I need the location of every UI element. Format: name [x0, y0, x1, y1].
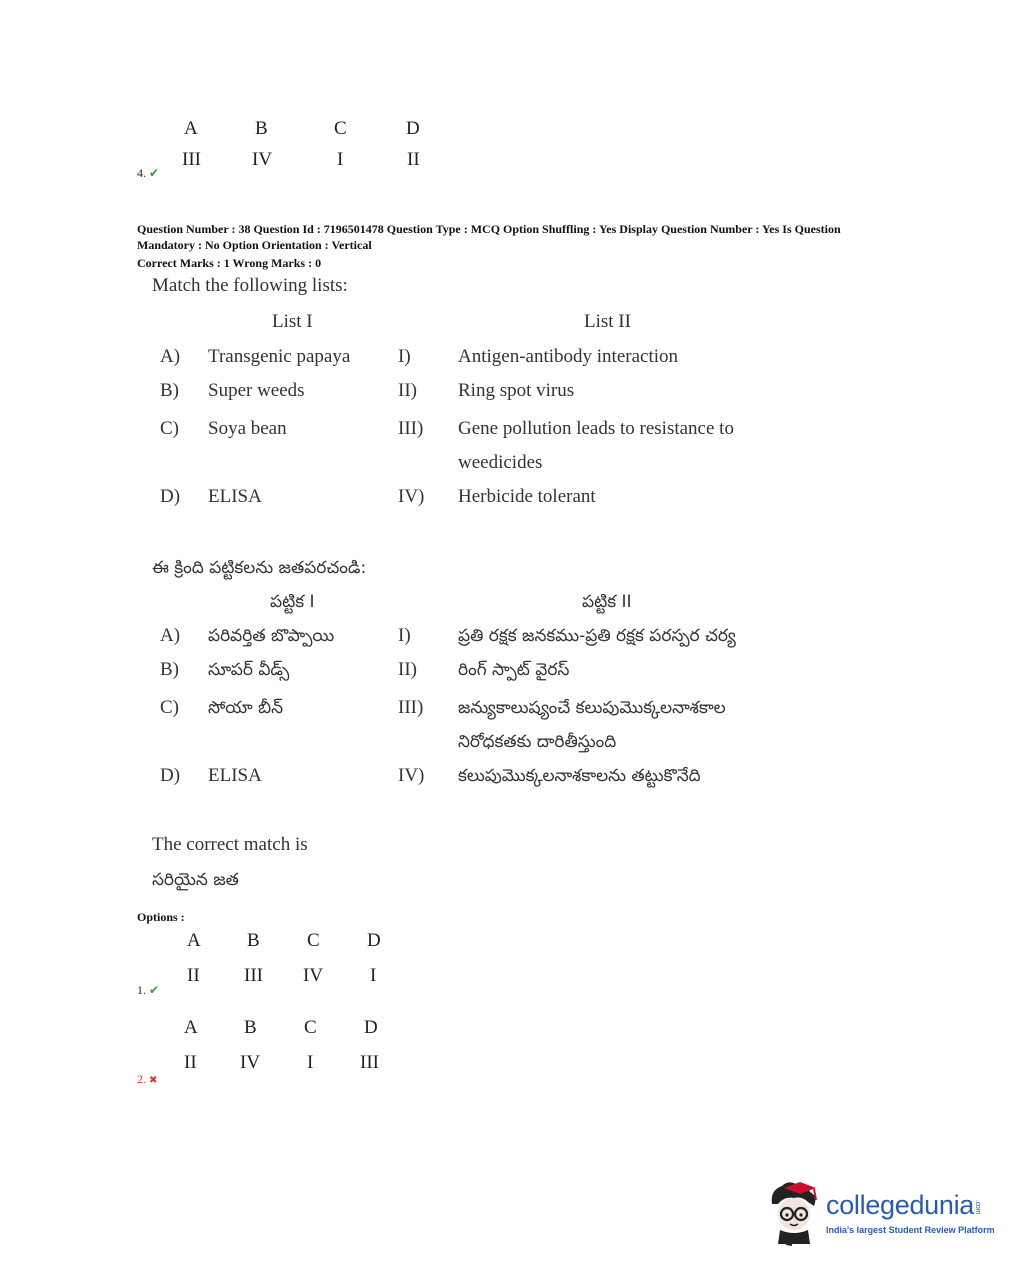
list2-item: జన్యుకాలుష్యంచే కలుపుమొక్కలనాశకాల — [458, 698, 726, 718]
list1-header: List I — [272, 311, 313, 332]
row-label: II) — [398, 659, 417, 680]
row-label: A) — [160, 625, 181, 646]
row-label: IV) — [398, 486, 425, 507]
question-prompt-english: Match the following lists: — [152, 275, 348, 296]
option-value: III — [182, 149, 201, 170]
column-header: D — [367, 930, 381, 951]
row-label: B) — [160, 380, 179, 401]
option-value: III — [360, 1052, 379, 1073]
row-label: IV) — [398, 765, 425, 786]
option-number-label: 2. — [137, 1072, 146, 1086]
list1-item: పరివర్తిత బొప్పాయి — [208, 626, 335, 646]
answer-prompt-english: The correct match is — [152, 834, 308, 855]
mascot-icon — [766, 1178, 824, 1246]
list1-item: Super weeds — [208, 380, 305, 401]
option-value: III — [244, 965, 263, 986]
column-header: A — [187, 930, 201, 951]
option-value: IV — [303, 965, 324, 986]
option-value: I — [370, 965, 377, 986]
prev-option-number — [137, 166, 159, 181]
column-header: B — [255, 118, 268, 139]
metadata-line: Question Number : 38 Question Id : 7196501478 Question Type : MCQ Option Shuffling : Yes Display Question Number : Yes Is Question — [137, 222, 841, 236]
column-header: C — [304, 1017, 317, 1038]
metadata-line: Mandatory : No Option Orientation : Vertical — [137, 238, 372, 252]
row-label: A) — [160, 346, 181, 367]
cross-icon: ✖ — [149, 1075, 158, 1086]
collegedunia-logo — [766, 1178, 996, 1248]
answer-prompt-telugu: సరియైన జత — [152, 870, 239, 890]
check-icon: ✔ — [149, 166, 160, 180]
row-label: II) — [398, 380, 417, 401]
list2-item-continued: నిరోధకతకు దారితీస్తుంది — [458, 732, 617, 752]
list1-item: ELISA — [208, 486, 262, 507]
list1-item: సూపర్ వీడ్స్ — [208, 660, 290, 680]
brand-tld: .com — [974, 1200, 982, 1214]
option-value: II — [187, 965, 200, 986]
list2-item: Ring spot virus — [458, 380, 575, 401]
list1-item: Transgenic papaya — [208, 346, 351, 367]
option-value: II — [184, 1052, 197, 1073]
metadata-line: Correct Marks : 1 Wrong Marks : 0 — [137, 256, 322, 270]
row-label: C) — [160, 418, 179, 439]
row-label: III) — [398, 697, 424, 718]
list2-item: ప్రతి రక్షక జనకము-ప్రతి రక్షక పరస్పర చర్య — [458, 626, 736, 646]
column-header: B — [247, 930, 260, 951]
option-2[interactable] — [137, 1072, 157, 1087]
list2-item: కలుపుమొక్కలనాశకాలను తట్టుకొనేది — [458, 766, 701, 786]
row-label: I) — [398, 625, 411, 646]
row-label: D) — [160, 765, 181, 786]
option-value: IV — [240, 1052, 261, 1073]
option-1[interactable] — [137, 983, 159, 998]
option-number-label: 4. — [137, 166, 146, 180]
row-label: C) — [160, 697, 179, 718]
brand-tagline: India's largest Student Review Platform — [826, 1225, 995, 1235]
list2-header: List II — [584, 311, 631, 332]
option-value: I — [307, 1052, 314, 1073]
list2-item-continued: weedicides — [458, 452, 543, 473]
option-value: II — [407, 149, 420, 170]
row-label: B) — [160, 659, 179, 680]
row-label: D) — [160, 486, 181, 507]
column-header: A — [184, 118, 198, 139]
option-value: I — [337, 149, 344, 170]
option-number-label: 1. — [137, 983, 146, 997]
column-header: D — [364, 1017, 378, 1038]
question-metadata — [137, 221, 937, 271]
list2-item: Antigen-antibody interaction — [458, 346, 679, 367]
column-header: B — [244, 1017, 257, 1038]
list2-item: Herbicide tolerant — [458, 486, 596, 507]
list1-item: సోయా బీన్ — [208, 698, 284, 718]
column-header: D — [406, 118, 420, 139]
list2-item: రింగ్ స్పాట్ వైరస్ — [458, 660, 570, 680]
row-label: III) — [398, 418, 424, 439]
list1-item: ELISA — [208, 765, 262, 786]
list2-header: పట్టిక II — [582, 592, 632, 612]
list2-item: Gene pollution leads to resistance to — [458, 418, 734, 439]
brand-name: collegedunia — [826, 1190, 975, 1220]
row-label: I) — [398, 346, 411, 367]
options-label: Options : — [137, 910, 185, 924]
check-icon: ✔ — [149, 983, 160, 997]
list1-header: పట్టిక I — [270, 592, 315, 612]
question-prompt-telugu: ఈ క్రింది పట్టికలను జతపరచండి: — [152, 558, 367, 578]
option-value: IV — [252, 149, 273, 170]
list1-item: Soya bean — [208, 418, 287, 439]
column-header: A — [184, 1017, 198, 1038]
column-header: C — [307, 930, 320, 951]
column-header: C — [334, 118, 347, 139]
